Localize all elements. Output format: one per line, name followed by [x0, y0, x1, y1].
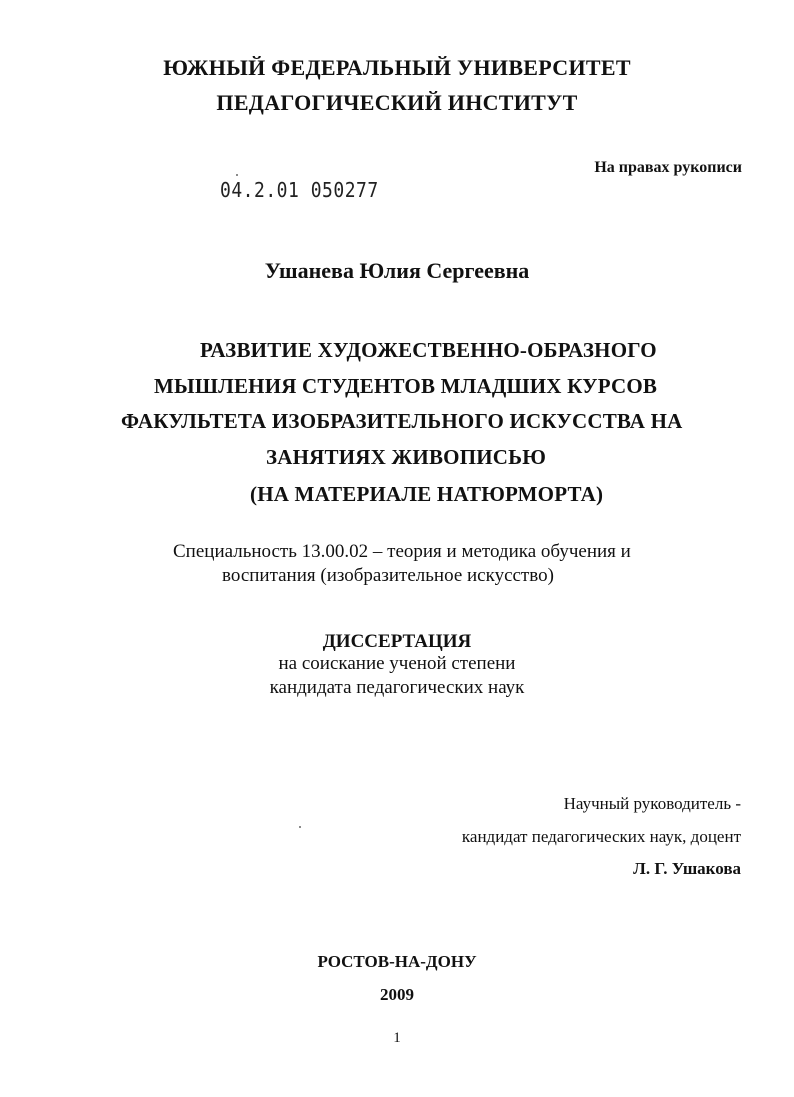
dissertation-heading: ДИССЕРТАЦИЯ: [322, 631, 472, 652]
university-name: ЮЖНЫЙ ФЕДЕРАЛЬНЫЙ УНИВЕРСИТЕТ: [163, 55, 631, 80]
supervisor-name: Л. Г. Ушакова: [633, 859, 741, 878]
page-number: 1: [393, 1030, 401, 1046]
thesis-title-line-5: (НА МАТЕРИАЛЕ НАТЮРМОРТА): [250, 482, 604, 506]
institute-name: ПЕДАГОГИЧЕСКИЙ ИНСТИТУТ: [216, 90, 578, 115]
specialty-line-1: Специальность 13.00.02 – теория и методика обучения и: [173, 541, 631, 562]
dissertation-degree-line-2: кандидата педагогических наук: [269, 677, 525, 698]
thesis-title-line-3: ФАКУЛЬТЕТА ИЗОБРАЗИТЕЛЬНОГО ИСКУССТВА НА: [121, 409, 683, 433]
scan-speck: [236, 174, 238, 176]
city: РОСТОВ-НА-ДОНУ: [317, 952, 477, 971]
author-name: Ушанева Юлия Сергеевна: [264, 258, 530, 283]
thesis-title-line-2: МЫШЛЕНИЯ СТУДЕНТОВ МЛАДШИХ КУРСОВ: [154, 374, 658, 398]
supervisor-label: Научный руководитель -: [563, 794, 741, 813]
library-stamp-number: 04.2.01 050277: [220, 179, 379, 203]
thesis-title-line-4: ЗАНЯТИЯХ ЖИВОПИСЬЮ: [266, 445, 547, 469]
scan-speck: [299, 826, 301, 828]
manuscript-rights-note: На правах рукописи: [594, 159, 742, 176]
year: 2009: [380, 985, 414, 1004]
specialty-line-2: воспитания (изобразительное искусство): [222, 565, 554, 586]
dissertation-degree-line-1: на соискание ученой степени: [278, 653, 516, 674]
thesis-title-line-1: РАЗВИТИЕ ХУДОЖЕСТВЕННО-ОБРАЗНОГО: [200, 338, 657, 362]
supervisor-degree: кандидат педагогических наук, доцент: [461, 827, 741, 846]
